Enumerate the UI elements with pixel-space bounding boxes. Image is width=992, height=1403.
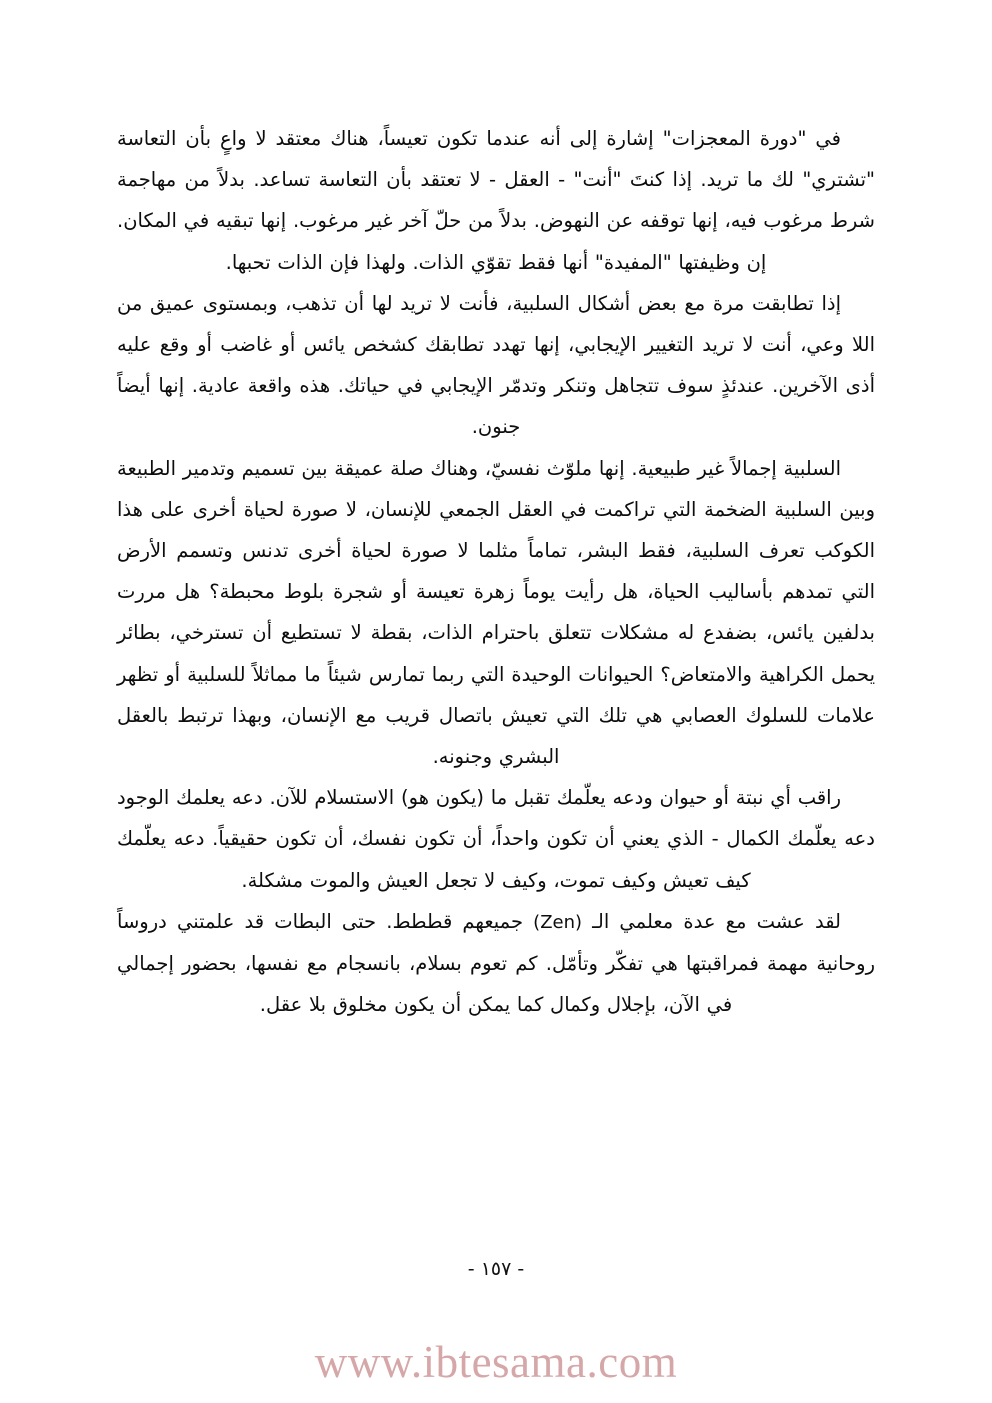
paragraph-2: إذا تطابقت مرة مع بعض أشكال السلبية، فأنت لا تريد لها أن تذهب، وبمستوى عميق من اللا وعي، أنت لا تريد التغيير الإيجابي، إنها تهدد تطابقك كشخص يائس أو غاضب أو وقع عليه أذى الآخرين. عندئذٍ سوف تتجاهل وتنكر وتدمّر الإيجابي في حياتك. هذه واقعة عادية. إنها أيضاً جنون. — [117, 291, 875, 439]
site-watermark: www.ibtesama.com — [314, 1337, 678, 1387]
paragraph-5-lead: لقد عشت مع عدة معلمي الـ — [582, 909, 841, 933]
page-body-text — [117, 118, 875, 1025]
paragraph-5 — [117, 901, 875, 1026]
zen-latin-term: (Zen) — [533, 911, 583, 933]
paragraph-4: راقب أي نبتة أو حيوان ودعه يعلّمك تقبل ما (يكون هو) الاستسلام للآن. دعه يعلمك الوجود دعه يعلّمك الكمال - الذي يعني أن تكون واحداً، أن تكون نفسك، أن تكون حقيقياً. دعه يعلّمك كيف تعيش وكيف تموت، وكيف لا تجعل العيش والموت مشكلة. — [117, 786, 875, 892]
paragraph-1: في "دورة المعجزات" إشارة إلى أنه عندما تكون تعيساً، هناك معتقد لا واعٍ بأن التعاسة "تشتري" لك ما تريد. إذا كنتَ "أنت" - العقل - لا تعتقد بأن التعاسة تساعد. بدلاً من مهاجمة شرط مرغوب فيه، إنها توقفه عن النهوض. بدلاً من حلّ آخر غير مرغوب. إنها تبقيه في المكان. إن وظيفتها "المفيدة" أنها فقط تقوّي الذات. ولهذا فإن الذات تحبها. — [117, 127, 875, 274]
paragraph-5-rest: جميعهم قططط. حتى البطات قد علمتني دروساً روحانية مهمة فمراقبتها هي تفكّر وتأمّل. كم تعوم بسلام، بانسجام مع نفسها، بحضور إجمالي في الآن، بإجلال وكمال كما يمكن أن يكون مخلوق بلا عقل. — [117, 909, 875, 1017]
paragraph-3: السلبية إجمالاً غير طبيعية. إنها ملوّث نفسيّ، وهناك صلة عميقة بين تسميم وتدمير الطبيعة وبين السلبية الضخمة التي تراكمت في العقل الجمعي للإنسان، لا صورة لحياة أخرى على هذا الكوكب تعرف السلبية، فقط البشر، تماماً مثلما لا صورة لحياة أخرى تدنس وتسمم الأرض التي تمدهم بأساليب الحياة، هل رأيت يوماً زهرة تعيسة أو شجرة بلوط محبطة؟ هل مررت بدلفين يائس، بضفدع له مشكلات تتعلق باحترام الذات، بقطة لا تستطيع أن تسترخي، بطائر يحمل الكراهية والامتعاض؟ الحيوانات الوحيدة التي ربما تمارس شيئاً ما مماثلاً للسلبية أو تظهر علامات للسلوك العصابي هي تلك التي تعيش باتصال قريب مع الإنسان، وبهذا ترتبط بالعقل البشري وجنونه. — [117, 456, 875, 769]
page-number: - ١٥٧ - — [467, 1258, 525, 1280]
